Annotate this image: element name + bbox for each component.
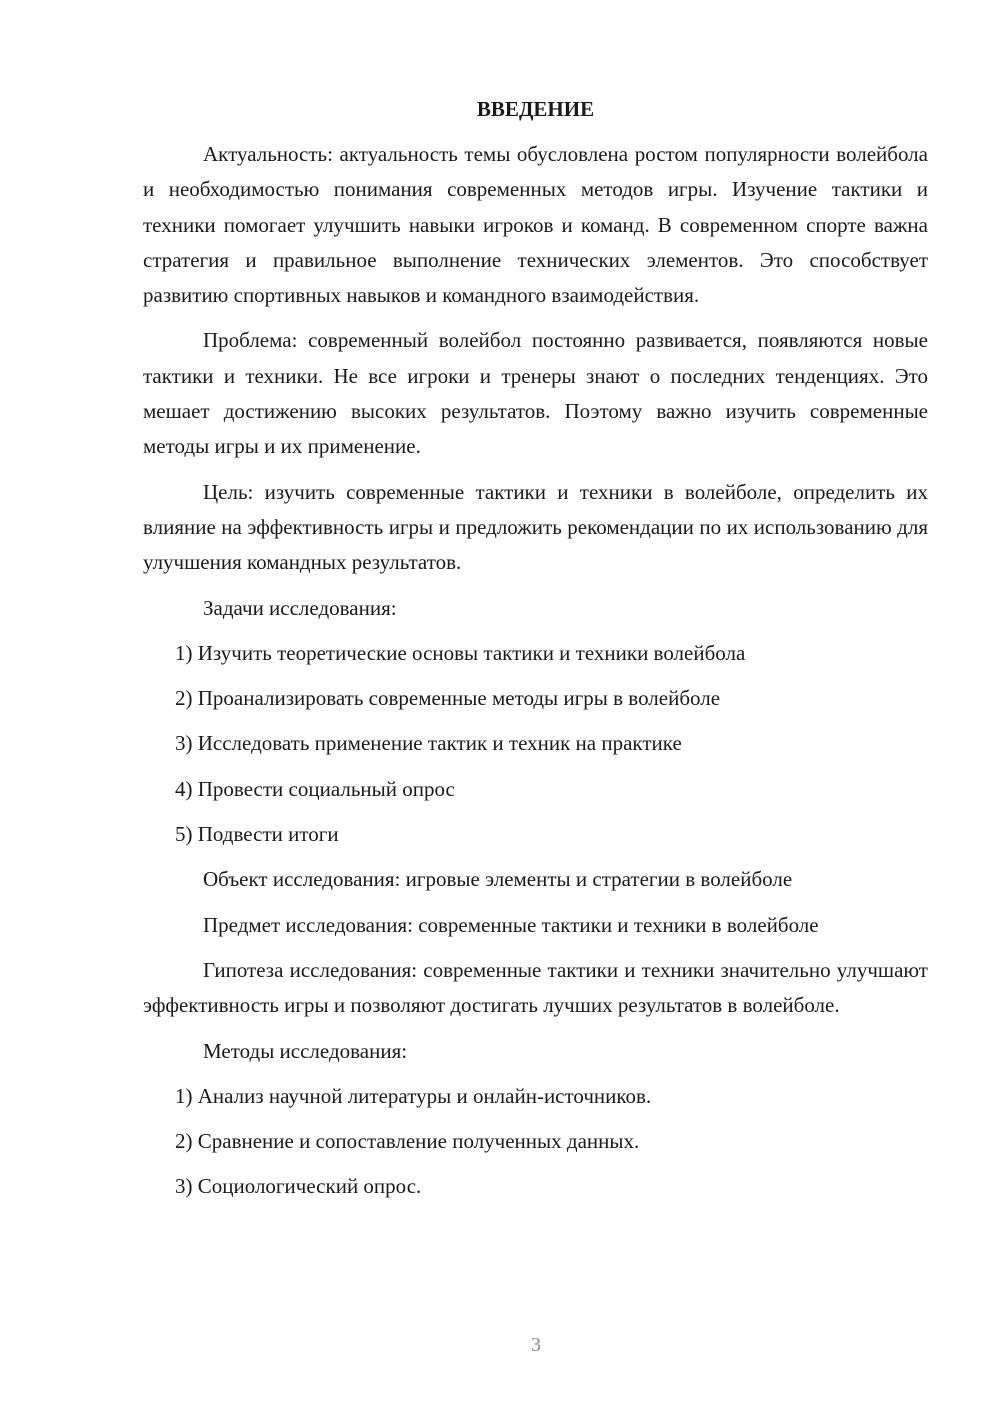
page-title: ВВЕДЕНИЕ — [476, 97, 595, 121]
methods-heading: Методы исследования: — [203, 1038, 408, 1063]
relevance-paragraph: Актуальность: актуальность темы обусловлена ростом популярности волейбола и необходимостью понимания современных методов игры. Изучение тактики и техники помогает улучшить навыки игроков и команд. В современном спорте важна стратегия и правильное выполнение технических элементов. Это способствует развитию спортивных навыков и командного взаимодействия. — [143, 142, 928, 308]
task-item: 2) Проанализировать современные методы игры в волейболе — [175, 686, 721, 711]
tasks-heading: Задачи исследования: — [203, 595, 397, 620]
method-item: 1) Анализ научной литературы и онлайн-источников. — [175, 1083, 652, 1108]
task-item: 1) Изучить теоретические основы тактики и техники волейбола — [175, 640, 746, 665]
research-subject: Предмет исследования: современные тактики и техники в волейболе — [203, 912, 819, 937]
method-item: 3) Социологический опрос. — [175, 1174, 422, 1199]
hypothesis-paragraph: Гипотеза исследования: современные тактики и техники значительно улучшают эффективность игры и позволяют достигать лучших результатов в волейболе. — [143, 957, 928, 1018]
task-item: 3) Исследовать применение тактик и техник на практике — [175, 731, 682, 756]
research-object: Объект исследования: игровые элементы и стратегии в волейболе — [203, 867, 793, 892]
task-item: 4) Провести социальный опрос — [175, 776, 455, 801]
page-number: 3 — [531, 1334, 541, 1356]
document-page — [143, 92, 928, 1215]
goal-paragraph: Цель: изучить современные тактики и техники в волейболе, определить их влияние на эффективность игры и предложить рекомендации по их использованию для улучшения командных результатов. — [143, 479, 928, 575]
task-item: 5) Подвести итоги — [175, 822, 339, 847]
problem-paragraph: Проблема: современный волейбол постоянно развивается, появляются новые тактики и техники. Не все игроки и тренеры знают о последних тенденциях. Это мешает достижению высоких результатов. Поэтому важно изучить современные методы игры и их применение. — [143, 328, 928, 459]
method-item: 2) Сравнение и сопоставление полученных данных. — [175, 1129, 640, 1154]
